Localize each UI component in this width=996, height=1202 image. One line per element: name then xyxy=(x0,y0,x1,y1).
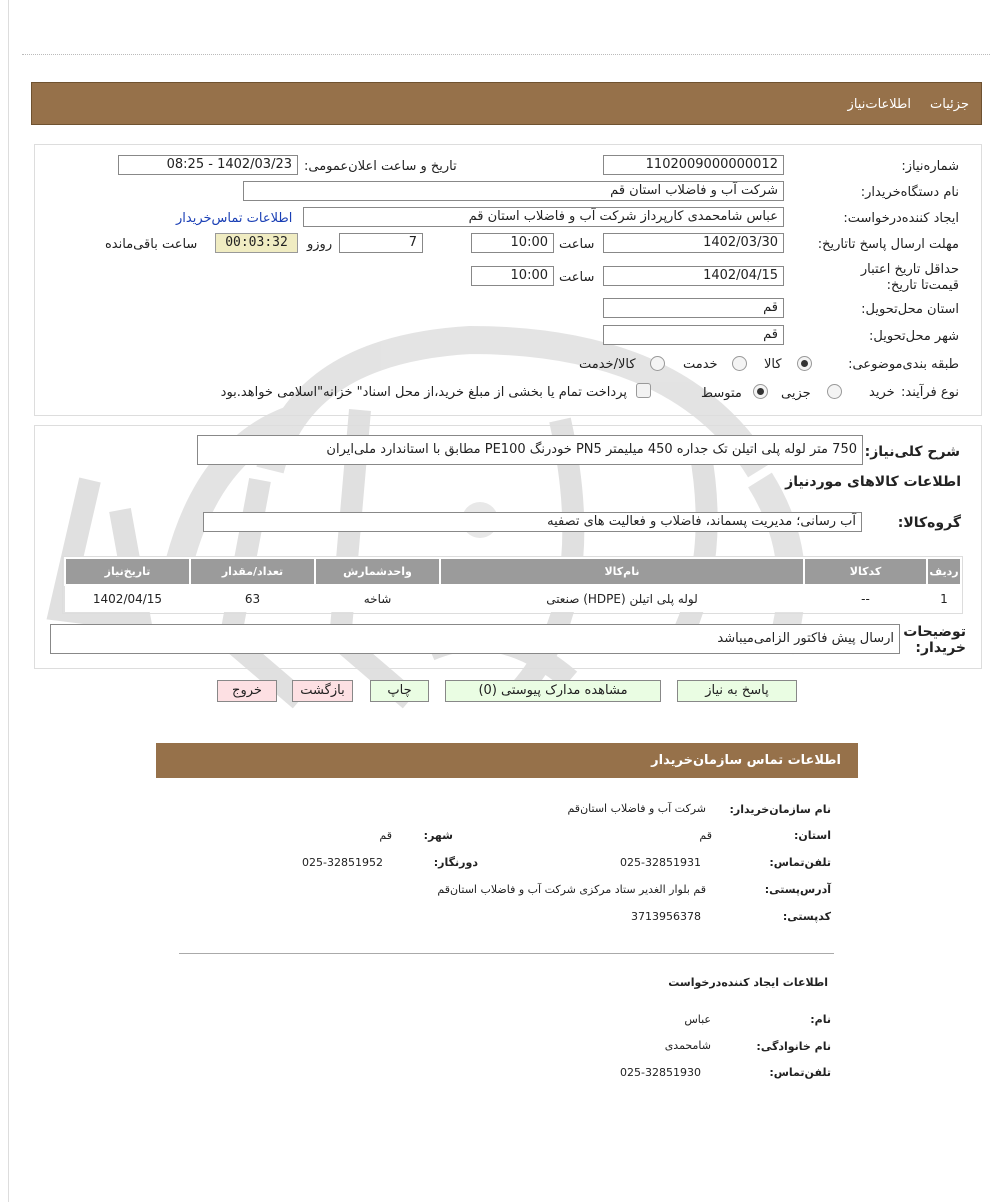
creator-phone-label: تلفن‌تماس: xyxy=(769,1066,831,1079)
cell-code: -- xyxy=(804,585,927,612)
category-both-radio[interactable] xyxy=(650,356,665,371)
table-row xyxy=(65,585,961,612)
items-table xyxy=(64,557,962,612)
tab-need-info[interactable]: اطلاعات‌نیاز xyxy=(847,97,911,112)
col-name: نام‌کالا xyxy=(440,558,804,585)
col-code: کدکالا xyxy=(804,558,927,585)
process-purchase-label: خرید xyxy=(869,385,895,400)
contact-address-label: آدرس‌پستی: xyxy=(764,883,831,896)
process-label: نوع فرآیند: xyxy=(901,385,959,400)
buyer-contact-link[interactable]: اطلاعات تماس‌خریدار xyxy=(176,211,293,226)
top-divider xyxy=(22,54,990,55)
contact-phone-label: تلفن‌تماس: xyxy=(769,856,831,869)
attachments-button[interactable]: مشاهده مدارک پیوستی (0) xyxy=(445,680,661,702)
requester-field: عباس شامحمدی کارپرداز شرکت آب و فاضلاب استان قم xyxy=(303,207,784,227)
contact-title: اطلاعات تماس سازمان‌خریدار xyxy=(651,753,841,768)
contact-org-label: نام سازمان‌خریدار: xyxy=(729,803,831,816)
category-service-radio[interactable] xyxy=(732,356,747,371)
process-medium-radio[interactable] xyxy=(753,384,768,399)
goods-info-title: اطلاعات کالاهای موردنیاز xyxy=(785,474,961,490)
reply-time-label: ساعت xyxy=(559,237,595,252)
cell-name: لوله پلی اتیلن (HDPE) صنعتی xyxy=(440,585,804,612)
province-field: قم xyxy=(603,298,784,318)
contact-phone-value: 025-32851931 xyxy=(620,856,701,869)
buyer-org-label: نام دستگاه‌خریدار: xyxy=(860,185,959,200)
contact-divider xyxy=(179,953,834,954)
process-minor-label: جزیی xyxy=(781,386,811,401)
summary-label: شرح کلی‌نیاز: xyxy=(864,444,960,460)
contact-province-value: قم xyxy=(699,829,712,842)
cell-date: 1402/04/15 xyxy=(65,585,190,612)
need-number-field: 1102009000000012 xyxy=(603,155,784,175)
validity-time-label: ساعت xyxy=(559,270,595,285)
city-field: قم xyxy=(603,325,784,345)
tab-details[interactable]: جزئیات xyxy=(930,97,969,112)
creator-title: اطلاعات ایجاد کننده‌درخواست xyxy=(668,976,828,989)
contact-header xyxy=(156,743,858,778)
contact-fax-label: دورنگار: xyxy=(433,856,478,869)
col-unit: واحدشمارش xyxy=(315,558,440,585)
back-button[interactable]: بازگشت xyxy=(292,680,353,702)
validity-date-field: 1402/04/15 xyxy=(603,266,784,286)
category-goods-label: کالا xyxy=(764,357,782,372)
validity-time-field: 10:00 xyxy=(471,266,554,286)
col-row: ردیف xyxy=(927,558,961,585)
days-label: روزو xyxy=(307,237,333,252)
col-qty: تعداد/مقدار xyxy=(190,558,315,585)
cell-qty: 63 xyxy=(190,585,315,612)
header-bar xyxy=(31,82,982,125)
category-service-label: خدمت xyxy=(683,357,718,372)
announce-label: تاریخ و ساعت اعلان‌عمومی: xyxy=(304,159,457,174)
remaining-timer: 00:03:32 xyxy=(215,233,298,253)
requester-label: ایجاد کننده‌درخواست: xyxy=(843,211,959,226)
creator-family-label: نام خانوادگی: xyxy=(756,1040,831,1053)
group-field: آب رسانی؛ مدیریت پسماند، فاضلاب و فعالیت های تصفیه xyxy=(203,512,862,532)
page-left-border xyxy=(8,0,9,1202)
treasury-payment-note: پرداخت تمام یا بخشی از مبلغ خرید،از محل اسناد" خزانه"اسلامی خواهد.بود xyxy=(220,385,627,400)
announce-field: 1402/03/23 - 08:25 xyxy=(118,155,298,175)
validity-label: حداقل تاریخ اعتبار قیمت‌تا تاریخ: xyxy=(860,262,959,293)
process-minor-radio[interactable] xyxy=(827,384,842,399)
days-field: 7 xyxy=(339,233,423,253)
col-date: تاریخ‌نیاز xyxy=(65,558,190,585)
creator-phone-value: 025-32851930 xyxy=(620,1066,701,1079)
buyer-notes-label: توضیحات خریدار: xyxy=(903,624,966,656)
contact-address-value: قم بلوار الغدیر ستاد مرکزی شرکت آب و فاضلاب استان‌قم xyxy=(437,883,706,896)
reply-date-field: 1402/03/30 xyxy=(603,233,784,253)
buyer-org-field: شرکت آب و فاضلاب استان قم xyxy=(243,181,784,201)
category-both-label: کالا/خدمت xyxy=(579,357,636,372)
reply-deadline-label: مهلت ارسال پاسخ تا‌تاریخ: xyxy=(817,237,959,252)
print-button[interactable]: چاپ xyxy=(370,680,429,702)
treasury-payment-checkbox[interactable] xyxy=(636,383,651,398)
reply-button[interactable]: پاسخ به نیاز xyxy=(677,680,797,702)
creator-name-value: عباس xyxy=(684,1013,711,1026)
contact-postal-value: 3713956378 xyxy=(631,910,701,923)
contact-city-value: قم xyxy=(379,829,392,842)
group-label: گروه‌کالا: xyxy=(897,515,961,531)
contact-province-label: استان: xyxy=(794,829,831,842)
category-goods-radio[interactable] xyxy=(797,356,812,371)
category-label: طبقه بندی‌موضوعی: xyxy=(848,357,959,372)
contact-org-value: شرکت آب و فاضلاب استان‌قم xyxy=(567,802,706,815)
contact-fax-value: 025-32851952 xyxy=(302,856,383,869)
exit-button[interactable]: خروج xyxy=(217,680,277,702)
cell-row: 1 xyxy=(927,585,961,612)
need-number-label: شماره‌نیاز: xyxy=(901,159,959,174)
cell-unit: شاخه xyxy=(315,585,440,612)
creator-name-label: نام: xyxy=(810,1013,831,1026)
city-label: شهر محل‌تحویل: xyxy=(869,329,959,344)
process-medium-label: متوسط xyxy=(701,386,742,401)
buyer-notes-field: ارسال پیش فاکتور الزامی‌میباشد xyxy=(50,624,900,654)
reply-time-field: 10:00 xyxy=(471,233,554,253)
contact-city-label: شهر: xyxy=(423,829,453,842)
creator-family-value: شامحمدی xyxy=(664,1039,711,1052)
summary-field: 750 متر لوله پلی اتیلن تک جداره 450 میلیمتر PN5 خودرنگ PE100 مطابق با استاندارد ملی‌ایران xyxy=(197,435,863,465)
province-label: استان محل‌تحویل: xyxy=(861,302,959,317)
contact-postal-label: کد‌پستی: xyxy=(782,910,831,923)
remaining-label: ساعت باقی‌مانده xyxy=(105,237,198,252)
